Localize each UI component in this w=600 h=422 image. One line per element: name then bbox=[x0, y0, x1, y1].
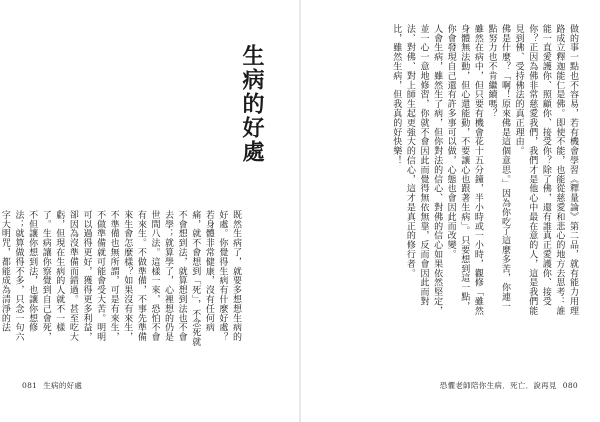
chapter-title: 生病的好處 bbox=[239, 44, 264, 164]
right-page-number: 080 bbox=[562, 381, 578, 390]
right-page-body: 做的事一點也不容易，若有機會學習《釋量論》第二品，就有能力用理路成立釋迦能仁是佛。即使不能，也能從慈愛和悲心的地方去思考：誰能一直愛護你、照顧你、接受你？除了佛，還有誰真正愛護你、接受你？正因為佛非常慈愛我們，我們才是他心中最在意的人，這是我們能見到佛、受持佛法的真正理由。 佛是什麼？「啊！原來佛是這個意思。」因為你吃了這麼多苦，你連一點努力也不肯繼續嗎？ 雖然在病中，但只要有機會花十五分鐘，半小時或一小時，觀修「雖然身體無法動，但心還能動，不要讓心也跟著生病」。只要想到這一點，你會發現自己還有許多事可以做，心態也會因此而改變。 人會生病，雖然生了病，但你對法的信心、對佛的信心如果依然堅定，並一心一意地修習，你就不會因此而覺得無依無靠，反而會因此而對法、對佛、對上師生起更強大的信心，這才是真正的修行者。 比，雖然生病，但我真的好快樂！ bbox=[391, 24, 578, 316]
left-page-footer bbox=[22, 380, 82, 391]
page-gutter bbox=[299, 0, 301, 422]
right-running-head: 恐懼老師陪你生病．死亡．說再見 bbox=[439, 381, 557, 390]
left-running-head: 生病的好處 bbox=[43, 381, 83, 390]
right-page-footer bbox=[440, 380, 578, 391]
left-page-body: 既然生病了，就要多想想生病的好處。你覺得生病有什麼好處？ 若身體非常健康，沒有任何病痛，就不會想到「死」，不念死就不會想到法，就算想到法也不會去學；就算學了，心裡想的仍是世間八法。這樣一來，恐怕不會有來生。不做準備，不事先準備來生會怎麼樣？如果沒有來生，不準備也無所謂，可是有來生，不做準備就可能會受大苦。明明可以過得更好，獲得更多利益，卻因為沒準備而錯過。甚至吃大虧，但現在生病的人就不一樣了。生病讓你察覺到自己會死，不但讓你想到法，也讓你想修法；就算做得不多，只念一句六字大明咒，都能成為清淨的法 bbox=[0, 210, 241, 347]
left-page-number: 081 bbox=[22, 381, 38, 390]
